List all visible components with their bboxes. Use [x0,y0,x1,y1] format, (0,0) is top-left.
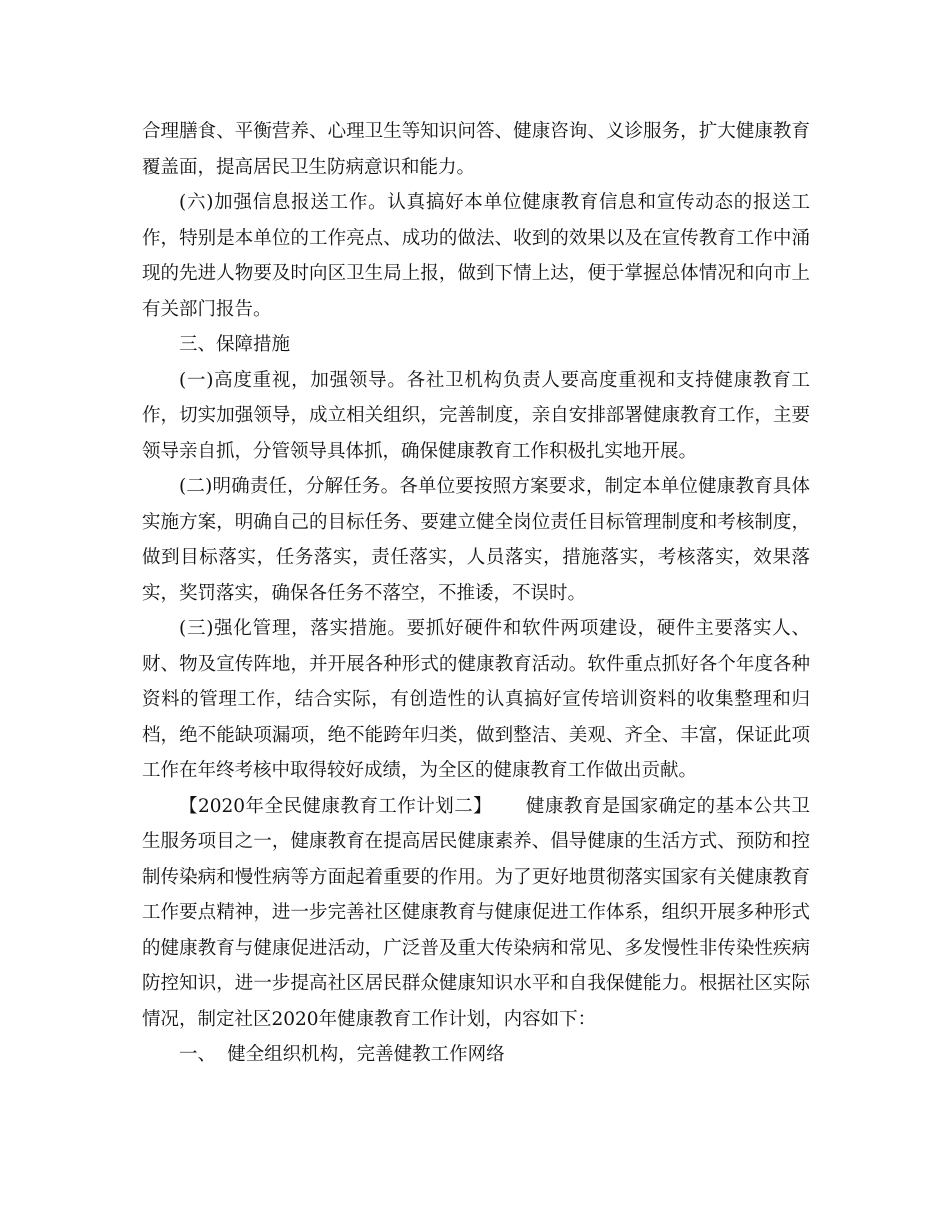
plan-two-title: 【2020年全民健康教育工作计划二】 [179,795,493,817]
paragraph-info-reporting: (六)加强信息报送工作。认真搞好本单位健康教育信息和宣传动态的报送工作，特别是本单位的工作亮点、成功的做法、收到的效果以及在宣传教育工作中涌现的先进人物要及时向区卫生局上报，做到下情上达，便于掌握总体情况和向市上有关部门报告。 [142,192,810,320]
section-one-number: 一、 [179,1044,217,1065]
document-body [142,114,810,1073]
paragraph-leadership: (一)高度重视，加强领导。各社卫机构负责人要高度重视和支持健康教育工作，切实加强领导，成立相关组织，完善制度，亲自安排部署健康教育工作，主要领导亲自抓，分管领导具体抓，确保健康教育工作积极扎实地开展。 [142,369,810,462]
section-heading-one [142,1037,810,1073]
plan-two-body: 健康教育是国家确定的基本公共卫生服务项目之一，健康教育在提高居民健康素养、倡导健康的生活方式、预防和控制传染病和慢性病等方面起着重要的作用。为了更好地贯彻落实国家有关健康教育工作要点精神，进一步完善社区健康教育与健康促进工作体系，组织开展多种形式的健康教育与健康促进活动，广泛普及重大传染病和常见、多发慢性非传染性疾病防控知识，进一步提高社区居民群众健康知识水平和自我保健能力。根据社区实际情况，制定社区2020年健康教育工作计划，内容如下： [142,795,810,1030]
paragraph-management: (三)强化管理，落实措施。要抓好硬件和软件两项建设，硬件主要落实人、财、物及宣传阵地，并开展各种形式的健康教育活动。软件重点抓好各个年度各种资料的管理工作，结合实际，有创造性的认真搞好宣传培训资料的收集整理和归档，绝不能缺项漏项，绝不能跨年归类，做到整洁、美观、齐全、丰富，保证此项工作在年终考核中取得较好成绩，为全区的健康教育工作做出贡献。 [142,618,810,781]
section-heading-safeguards: 三、保障措施 [179,334,291,355]
paragraph-continuation: 合理膳食、平衡营养、心理卫生等知识问答、健康咨询、义诊服务，扩大健康教育覆盖面，提高居民卫生防病意识和能力。 [142,121,810,178]
paragraph-responsibility: (二)明确责任，分解任务。各单位要按照方案要求，制定本单位健康教育具体实施方案，明确自己的目标任务、要建立健全岗位责任目标管理制度和考核制度，做到目标落实，任务落实，责任落实，人员落实，措施落实，考核落实，效果落实，奖罚落实，确保各任务不落空，不推诿，不误时。 [142,476,810,604]
paragraph-plan-two [142,789,810,1038]
section-one-title: 健全组织机构，完善健教工作网络 [227,1044,505,1065]
